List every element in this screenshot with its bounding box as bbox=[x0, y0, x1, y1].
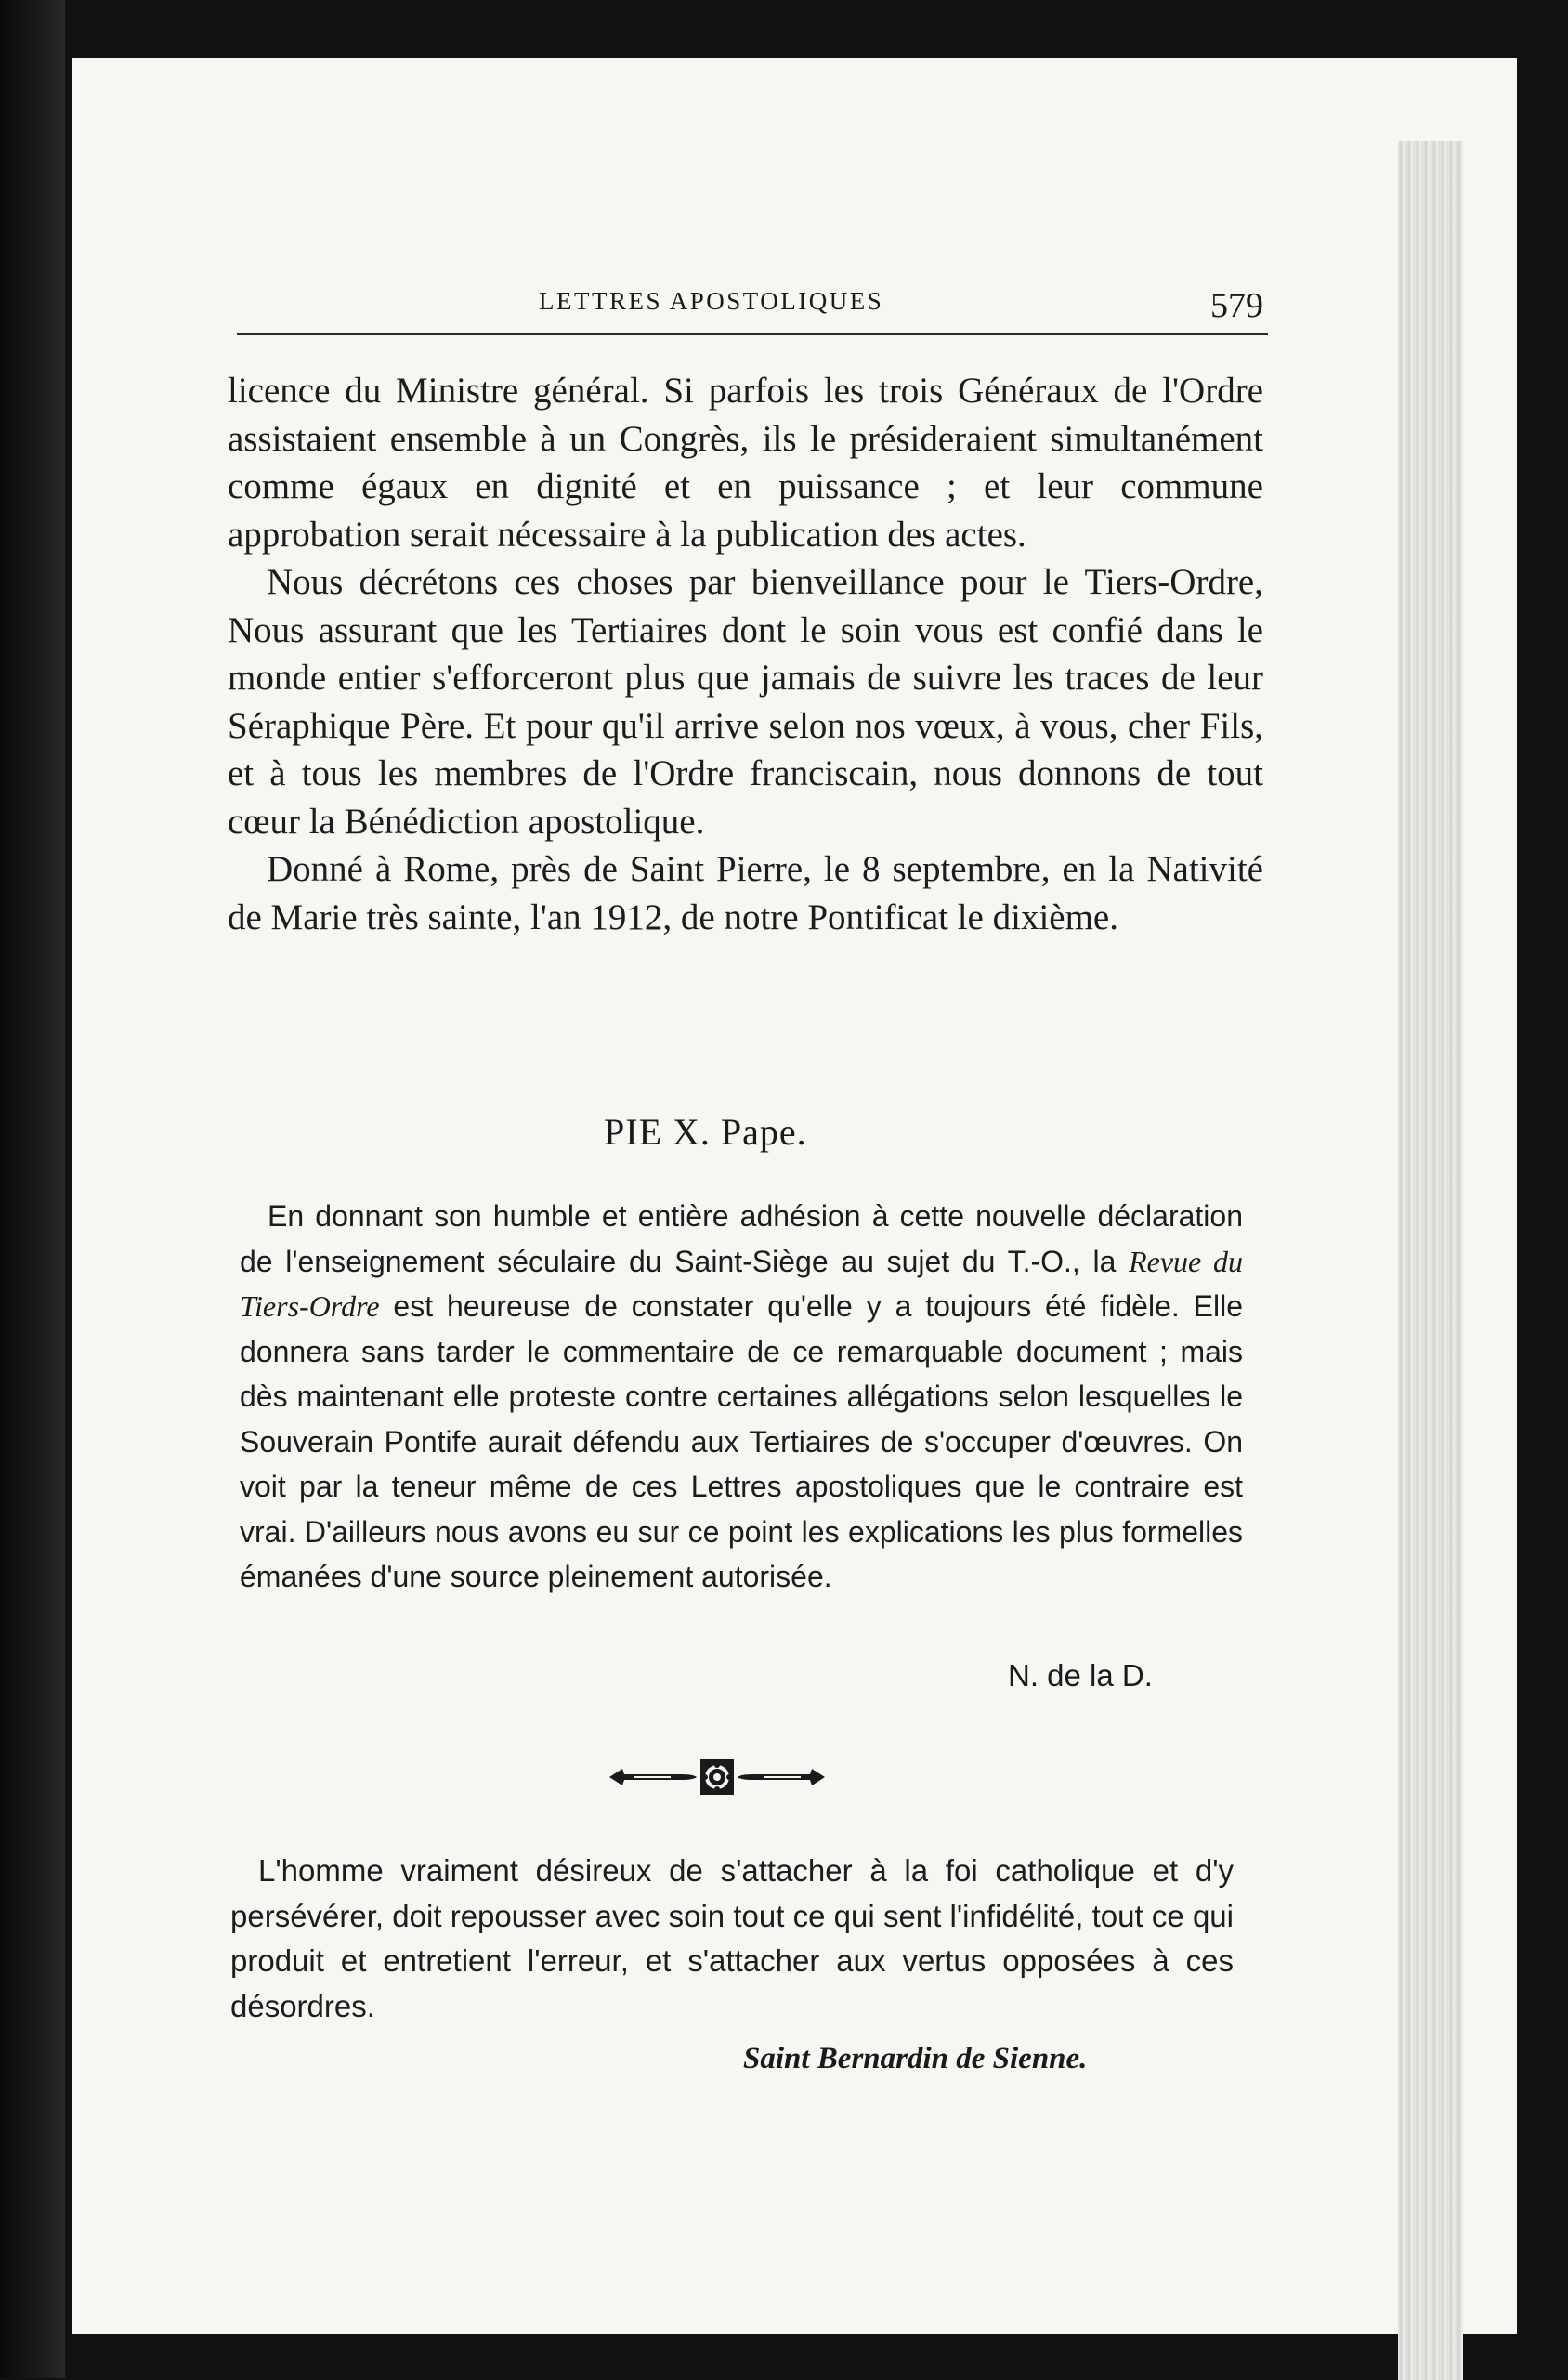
decree-text bbox=[228, 367, 1263, 941]
decree-paragraph: Donné à Rome, près de Saint Pierre, le 8 septembre, en la Nativité de Marie très sainte, l'an 1912, de notre Pontificat le dixième. bbox=[228, 849, 1263, 937]
quote-author: Saint Bernardin de Sienne. bbox=[743, 2042, 1088, 2075]
running-header bbox=[232, 274, 1263, 339]
commentary-text-start: En donnant son humble et entière adhésion à cette nouvelle déclaration de l'enseignement séculaire du Saint-Siège au sujet du T.-O., la bbox=[240, 1199, 1243, 1278]
page-block-edges bbox=[1398, 141, 1463, 2380]
commentary-signoff: N. de la D. bbox=[1008, 1658, 1153, 1693]
closing-quote bbox=[230, 1849, 1234, 2029]
editorial-commentary bbox=[240, 1194, 1243, 1600]
page-number: 579 bbox=[1210, 286, 1263, 325]
quote-paragraph: L'homme vraiment désireux de s'attacher à la foi catholique et d'y persévérer, doit repousser avec soin tout ce qui sent l'infidélité, tout ce qui produit et entretient l'erreur, et s'attacher aux vertus opposées à ces désordres. bbox=[230, 1853, 1234, 2023]
papal-signature: PIE X. Pape. bbox=[604, 1111, 807, 1153]
book-binding-edge bbox=[0, 0, 65, 2378]
commentary-paragraph bbox=[240, 1194, 1243, 1600]
running-title: LETTRES APOSTOLIQUES bbox=[539, 287, 884, 315]
floral-fleuron-icon bbox=[606, 1754, 829, 1800]
journal-title: Revue du Tiers-Ordre bbox=[240, 1244, 1244, 1323]
decree-paragraph: Nous décrétons ces choses par bienveillance pour le Tiers-Ordre, Nous assurant que les Tertiaires dont le soin vous est confié dans le monde entier s'efforceront plus que jamais de suivre les traces de leur Séraphique Père. Et pour qu'il arrive selon nos vœux, à vous, cher Fils, et à tous les membres de l'Ordre franciscain, nous donnons de tout cœur la Bénédiction apostolique. bbox=[228, 562, 1263, 842]
header-rule bbox=[237, 333, 1268, 335]
commentary-text-end: est heureuse de constater qu'elle y a toujours été fidèle. Elle donnera sans tarder le commentaire de ce remarquable document ; mais dès maintenant elle proteste contre certaines allégations selon lesquelles le Souverain Pontife aurait défendu aux Tertiaires de s'occuper d'œuvres. On voit par la teneur même de ces Lettres apostoliques que le contraire est vrai. D'ailleurs nous avons eu sur ce point les explications les plus formelles émanées d'une source pleinement autorisée. bbox=[240, 1289, 1243, 1593]
decree-paragraph: licence du Ministre général. Si parfois les trois Généraux de l'Ordre assistaient ensemble à un Congrès, ils le présideraient simultanément comme égaux en dignité et en puissance ; et leur commune approbation serait nécessaire à la publication des actes. bbox=[228, 371, 1263, 555]
